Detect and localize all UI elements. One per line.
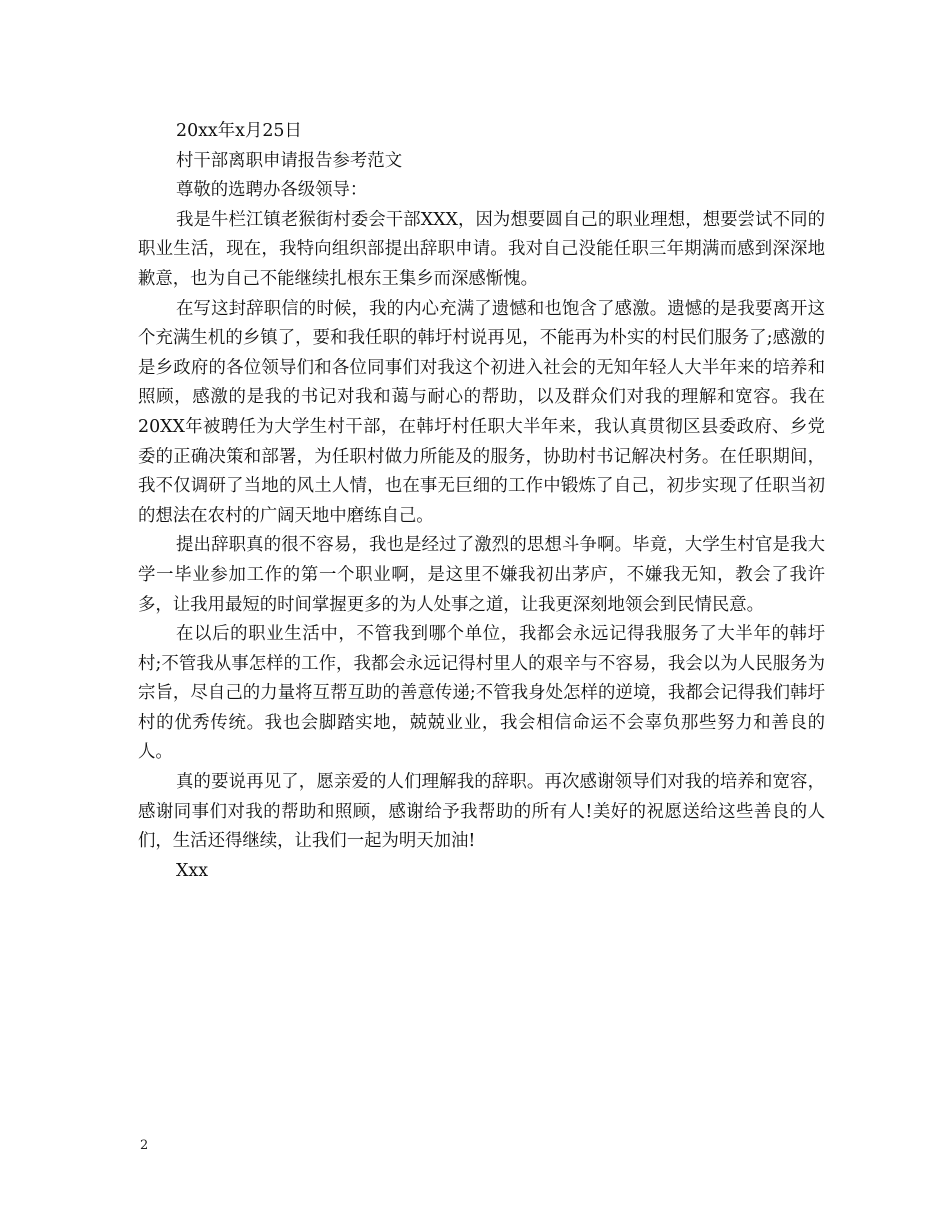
paragraph-5: 真的要说再见了，愿亲爱的人们理解我的辞职。再次感谢领导们对我的培养和宽容，感谢同事们对我的帮助和照顾，感谢给予我帮助的所有人!美好的祝愿送给这些善良的人们，生活还得继续，让我们一起为明天加油! <box>138 772 825 852</box>
paragraph-2: 在写这封辞职信的时候，我的内心充满了遗憾和也饱含了感激。遗憾的是我要离开这个充满生机的乡镇了，要和我任职的韩圩村说再见，不能再为朴实的村民们服务了;感激的是乡政府的各位领导们和各位同事们对我这个初进入社会的无知年轻人大半年来的培养和照顾，感激的是我的书记对我和蔼与耐心的帮助，以及群众们对我的理解和宽容。我在20XX年被聘任为大学生村干部，在韩圩村任职大半年来，我认真贯彻区县委政府、乡党委的正确决策和部署，为任职村做力所能及的服务，协助村书记解决村务。在任职期间，我不仅调研了当地的风土人情，也在事无巨细的工作中锻炼了自己，初步实现了任职当初的想法在农村的广阔天地中磨练自己。 <box>138 298 825 526</box>
document-title: 村干部离职申请报告参考范文 <box>176 150 403 171</box>
salutation: 尊敬的选聘办各级领导： <box>176 180 368 201</box>
document-date: 20xx年x月25日 <box>176 121 302 141</box>
paragraph-1: 我是牛栏江镇老猴街村委会干部XXX，因为想要圆自己的职业理想，想要尝试不同的职业生活，现在，我特向组织部提出辞职申请。我对自己没能任职三年期满而感到深深地歉意，也为自己不能继续扎根东王集乡而深感惭愧。 <box>138 209 825 289</box>
document-body <box>138 117 825 886</box>
paragraph-3: 提出辞职真的很不容易，我也是经过了激烈的思想斗争啊。毕竟，大学生村官是我大学一毕业参加工作的第一个职业啊，是这里不嫌我初出茅庐，不嫌我无知，教会了我许多，让我用最短的时间掌握更多的为人处事之道，让我更深刻地领会到民情民意。 <box>138 535 825 615</box>
signature: Xxx <box>176 860 208 881</box>
page-number: 2 <box>140 1138 149 1153</box>
paragraph-4: 在以后的职业生活中，不管我到哪个单位，我都会永远记得我服务了大半年的韩圩村;不管我从事怎样的工作，我都会永远记得村里人的艰辛与不容易，我会以为人民服务为宗旨，尽自己的力量将互帮互助的善意传递;不管我身处怎样的逆境，我都会记得我们韩圩村的优秀传统。我也会脚踏实地，兢兢业业，我会相信命运不会辜负那些努力和善良的人。 <box>138 624 825 763</box>
